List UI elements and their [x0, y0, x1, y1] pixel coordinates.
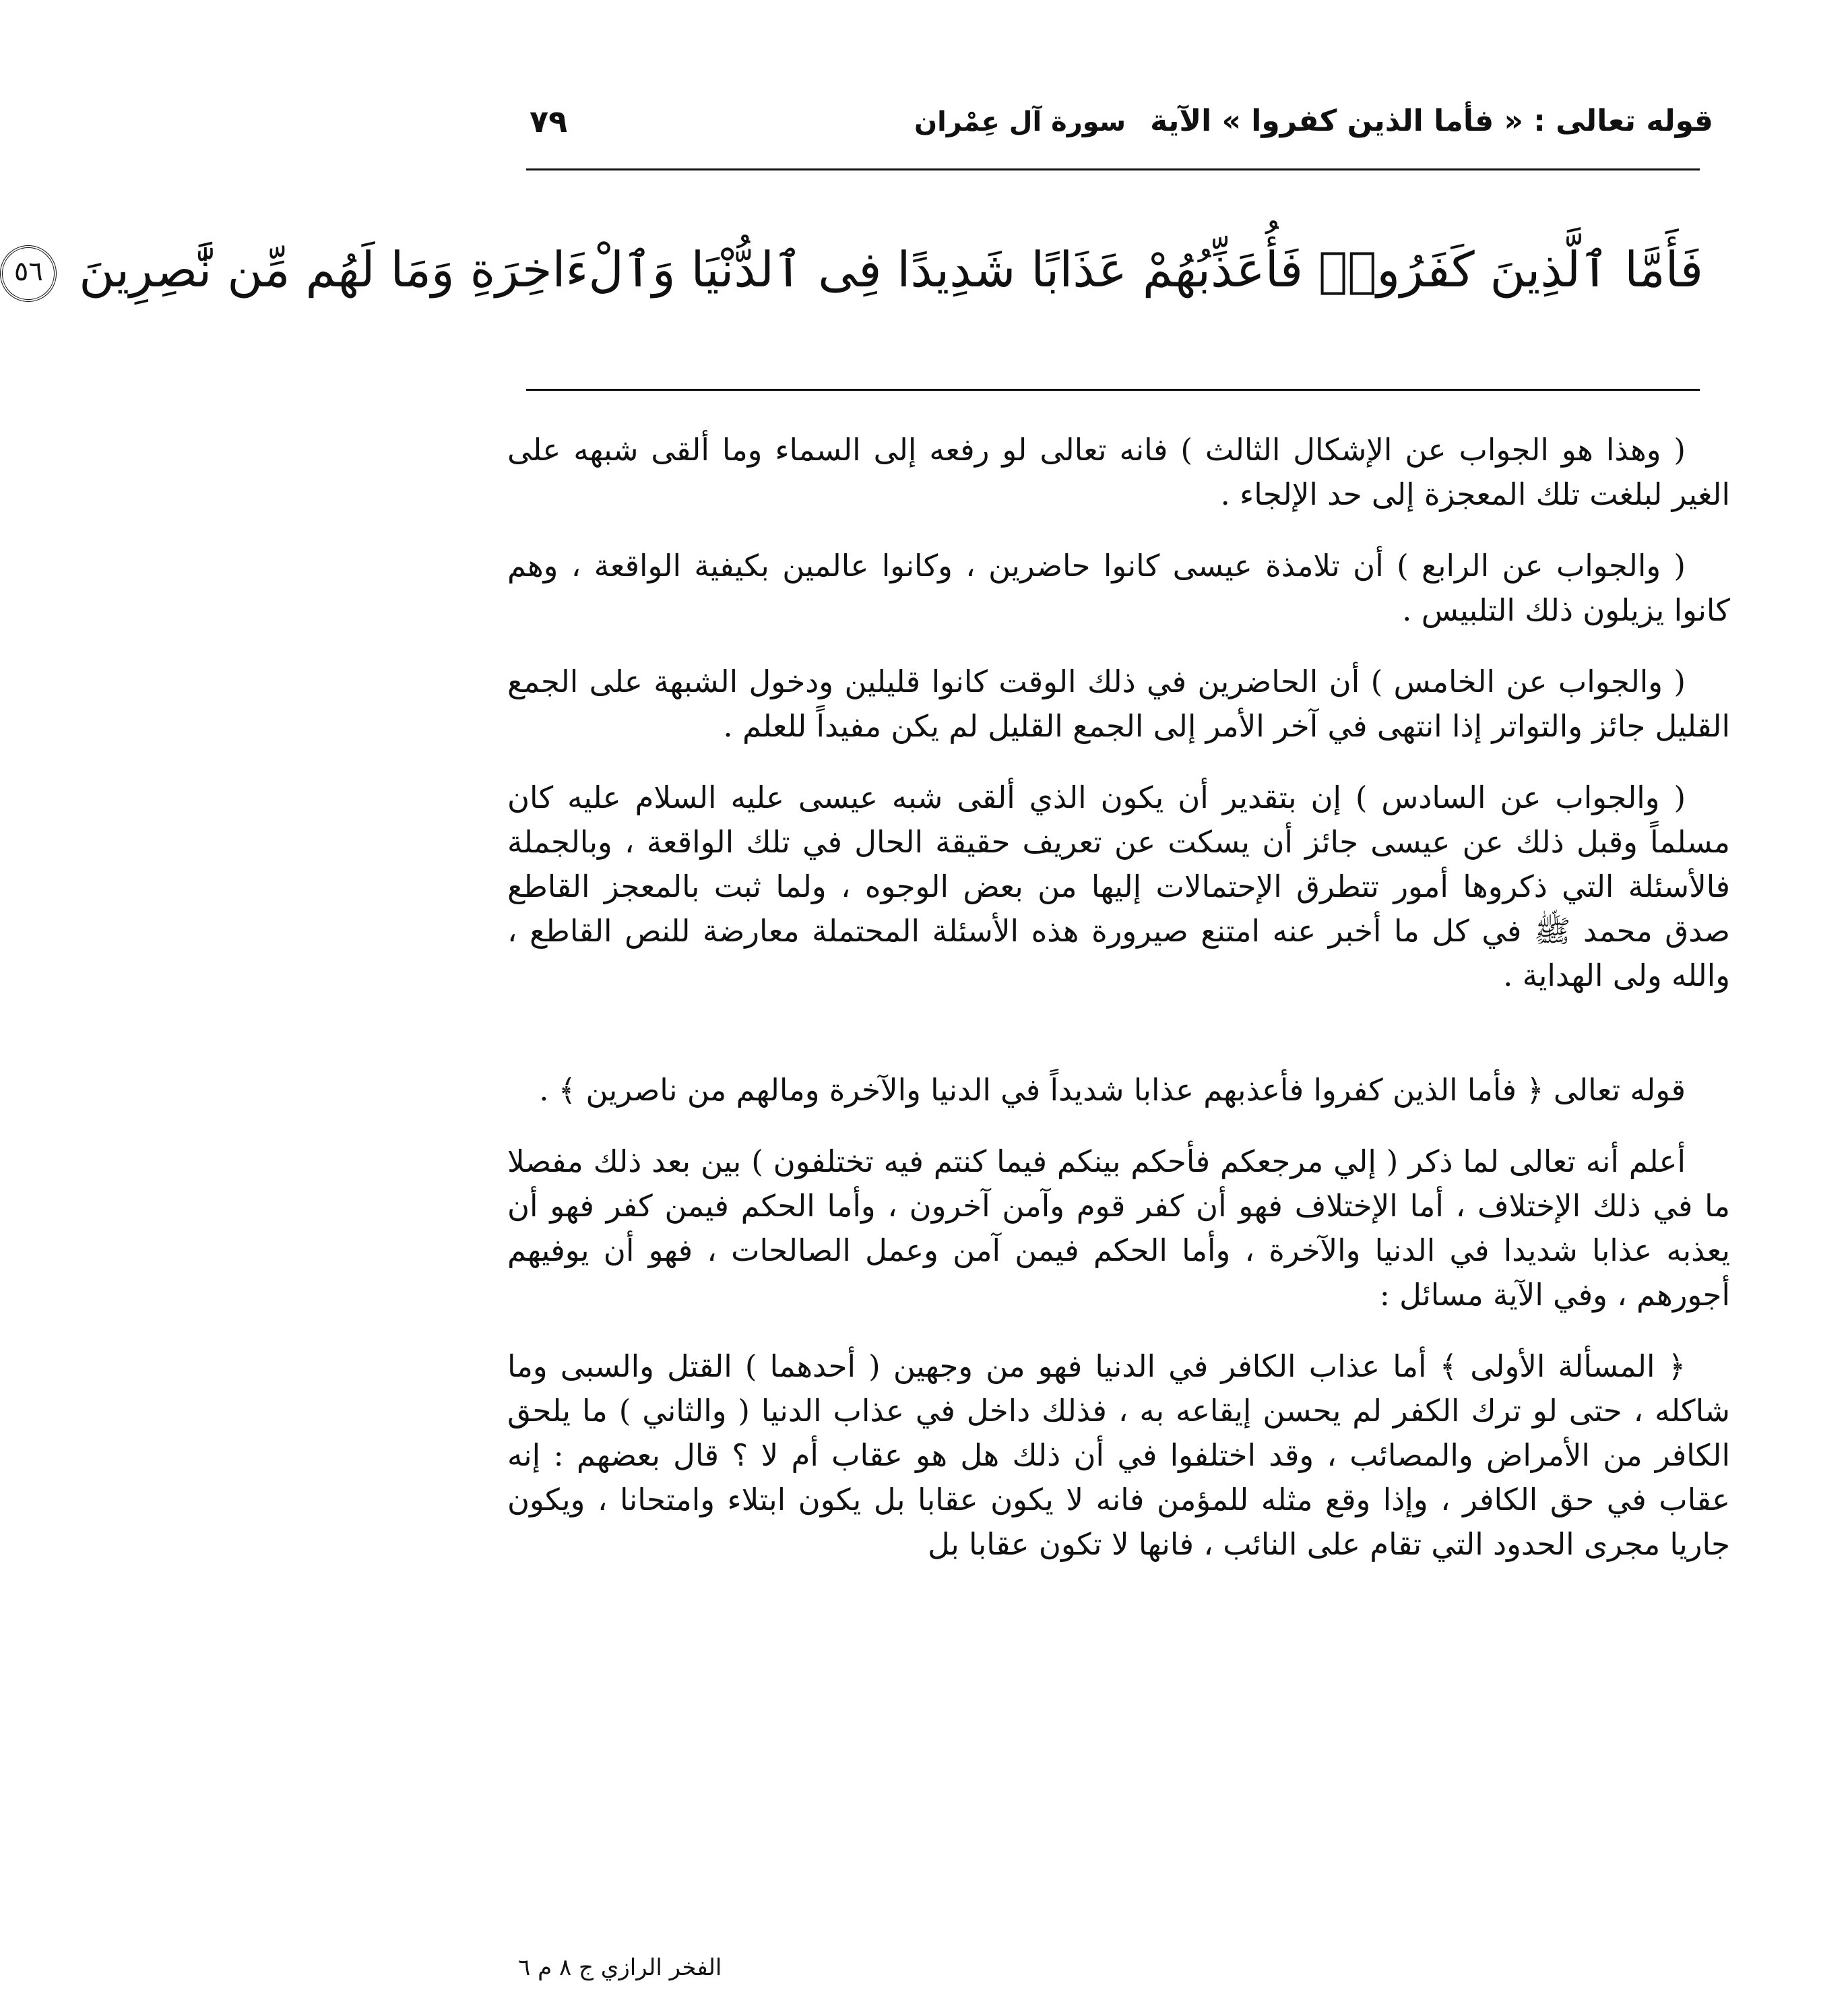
- paragraph: أعلم أنه تعالى لما ذكر ( إلي مرجعكم فأحكم بينكم فيما كنتم فيه تختلفون ) بين بعد ذلك مفصلا ما في ذلك الإختلاف ، أما الإختلاف فهو أن كفر قوم وآمن آخرون ، وأما الحكم فيمن كفر فهو أن يعذبه عذابا شديدا في الدنيا والآخرة ، وأما الحكم فيمن آمن وعمل الصالحات ، فهو أن يوفيهم أجورهم ، وفي الآية مسائل :: [507, 1144, 1730, 1313]
- paragraph: ( والجواب عن الرابع ) أن تلامذة عيسى كانوا حاضرين ، وكانوا عالمين بكيفية الواقعة ، وهم كانوا يزيلون ذلك التلبيس .: [507, 548, 1730, 628]
- footer-signature: الفخر الرازي ج ٨ م ٦: [518, 1954, 722, 1981]
- verse-banner: [13, 222, 1703, 344]
- verse-text: فَأَمَّا ٱلَّذِينَ كَفَرُوا۟ فَأُعَذِّبُهُمْ عَذَابًا شَدِيدًا فِى ٱلدُّنْيَا وَٱلْءَاخِرَةِ وَمَا لَهُم مِّن نَّٰصِرِينَ: [79, 241, 1703, 298]
- verse-number-ornament: ٥٦: [0, 245, 57, 302]
- page-number: ٧٩: [530, 103, 568, 139]
- paragraph: ﴿ المسألة الأولى ﴾ أما عذاب الكافر في الدنيا فهو من وجهين ( أحدهما ) القتل والسبى وما شاكله ، حتى لو ترك الكفر لم يحسن إيقاعه به ، فذلك داخل في عذاب الدنيا ( والثاني ) ما يلحق الكافر من الأمراض والمصائب ، وقد اختلفوا في أن ذلك هل هو عقاب أم لا ؟ قال بعضهم : إنه عقاب في حق الكافر ، وإذا وقع مثله للمؤمن فانه لا يكون عقابا بل يكون ابتلاء وامتحانا ، ويكون جاريا مجرى الحدود التي تقام على النائب ، فانها لا تكون عقابا بل: [507, 1348, 1730, 1562]
- header-surah: سورة آل عِمْران: [914, 106, 1126, 137]
- header-title: قوله تعالى : « فأما الذين كفروا » الآية: [1150, 104, 1713, 138]
- running-title: [914, 101, 1713, 142]
- running-header: [517, 101, 1713, 155]
- paragraph: ( والجواب عن السادس ) إن بتقدير أن يكون الذي ألقى شبه عيسى عليه السلام عليه كان مسلماً وقبل ذلك عن عيسى جائز أن يسكت عن تعريف حقيقة الحال في تلك الواقعة ، وبالجملة فالأسئلة التي ذكروها أمور تتطرق الإحتمالات إليها من بعض الوجوه ، ولما ثبت بالمعجز القاطع صدق محمد ﷺ في كل ما أخبر عنه امتنع صيرورة هذه الأسئلة المحتملة معارضة للنص القاطع ، والله ولى الهداية .: [507, 780, 1730, 993]
- commentary-text: [507, 428, 1730, 1594]
- paragraph: ( وهذا هو الجواب عن الإشكال الثالث ) فانه تعالى لو رفعه إلى السماء وما ألقى شبهه على الغير لبلغت تلك المعجزة إلى حد الإلجاء .: [507, 432, 1730, 512]
- paragraph: ( والجواب عن الخامس ) أن الحاضرين في ذلك الوقت كانوا قليلين ودخول الشبهة على الجمع القليل جائز والتواتر إذا انتهى في آخر الأمر إلى الجمع القليل لم يكن مفيداً للعلم .: [507, 664, 1730, 744]
- header-rule: [526, 168, 1700, 170]
- verse-rule: [526, 389, 1700, 391]
- book-page: [13, 0, 1848, 2002]
- verse-heading-paragraph: قوله تعالى ﴿ فأما الذين كفروا فأعذبهم عذابا شديداً في الدنيا والآخرة ومالهم من ناصرين ﴾ .: [539, 1072, 1686, 1108]
